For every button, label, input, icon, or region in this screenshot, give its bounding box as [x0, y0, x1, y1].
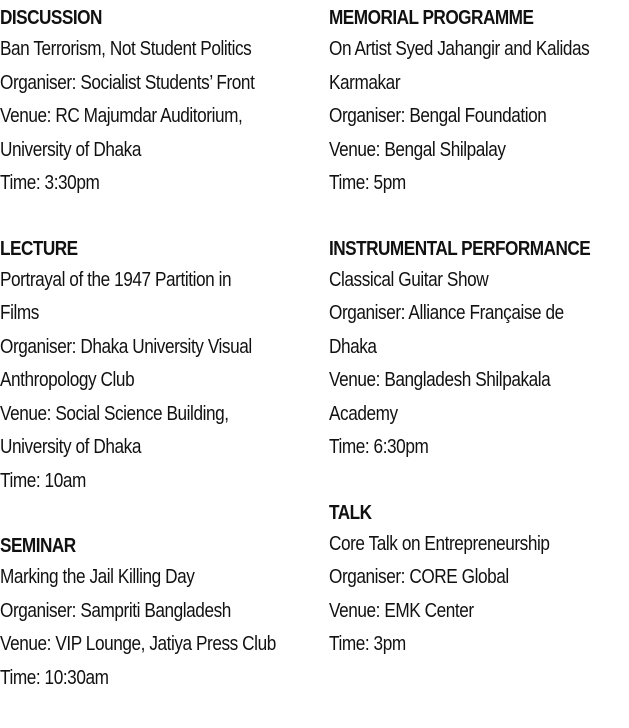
event-title: INSTRUMENTAL PERFORMANCE — [329, 237, 591, 260]
event-lecture — [0, 234, 312, 499]
event-venue: Venue: EMK Center — [329, 599, 474, 622]
event-time: Time: 3:30pm — [0, 172, 100, 194]
event-time: Time: 3pm — [329, 633, 406, 655]
event-description: Core Talk on Entrepreneurship — [329, 532, 550, 555]
event-organiser: Organiser: Alliance Française de — [329, 302, 564, 324]
event-description: Portrayal of the 1947 Partition in — [0, 268, 232, 291]
event-venue-cont: University of Dhaka — [0, 138, 141, 161]
event-organiser: Organiser: Socialist Students’ Front — [0, 71, 255, 94]
event-organiser: Organiser: Sampriti Bangladesh — [0, 599, 231, 622]
event-venue: Venue: Social Science Building, — [0, 402, 229, 425]
event-venue: Venue: Bengal Shilpalay — [329, 138, 506, 161]
event-time: Time: 10am — [0, 469, 86, 492]
event-description: Marking the Jail Killing Day — [0, 566, 195, 588]
event-title: TALK — [329, 501, 372, 524]
event-time: Time: 5pm — [329, 172, 406, 194]
event-description: Ban Terrorism, Not Student Politics — [0, 38, 252, 60]
event-description-cont: Films — [0, 302, 39, 324]
event-talk — [329, 498, 629, 662]
event-time: Time: 10:30am — [0, 666, 109, 689]
event-organiser-cont: Dhaka — [329, 335, 377, 358]
left-column — [0, 3, 312, 728]
event-organiser: Organiser: CORE Global — [329, 566, 509, 588]
event-time: Time: 6:30pm — [329, 436, 429, 458]
event-organiser-cont: Anthropology Club — [0, 369, 135, 391]
event-title: SEMINAR — [0, 535, 76, 557]
event-memorial-programme — [329, 3, 629, 201]
event-description: Classical Guitar Show — [329, 268, 489, 291]
event-instrumental-performance — [329, 234, 629, 465]
event-venue: Venue: RC Majumdar Auditorium, — [0, 105, 243, 127]
event-title: MEMORIAL PROGRAMME — [329, 7, 534, 29]
event-discussion — [0, 3, 312, 201]
event-title: LECTURE — [0, 237, 78, 260]
event-seminar — [0, 531, 312, 695]
event-description: On Artist Syed Jahangir and Kalidas — [329, 38, 590, 60]
event-venue: Venue: Bangladesh Shilpakala — [329, 369, 551, 391]
event-venue-cont: University of Dhaka — [0, 436, 141, 458]
event-venue: Venue: VIP Lounge, Jatiya Press Club — [0, 633, 276, 655]
event-organiser: Organiser: Bengal Foundation — [329, 105, 547, 127]
event-description-cont: Karmakar — [329, 71, 401, 94]
right-column — [329, 3, 629, 695]
event-title: DISCUSSION — [0, 7, 102, 29]
event-venue-cont: Academy — [329, 402, 398, 425]
event-organiser: Organiser: Dhaka University Visual — [0, 335, 252, 358]
